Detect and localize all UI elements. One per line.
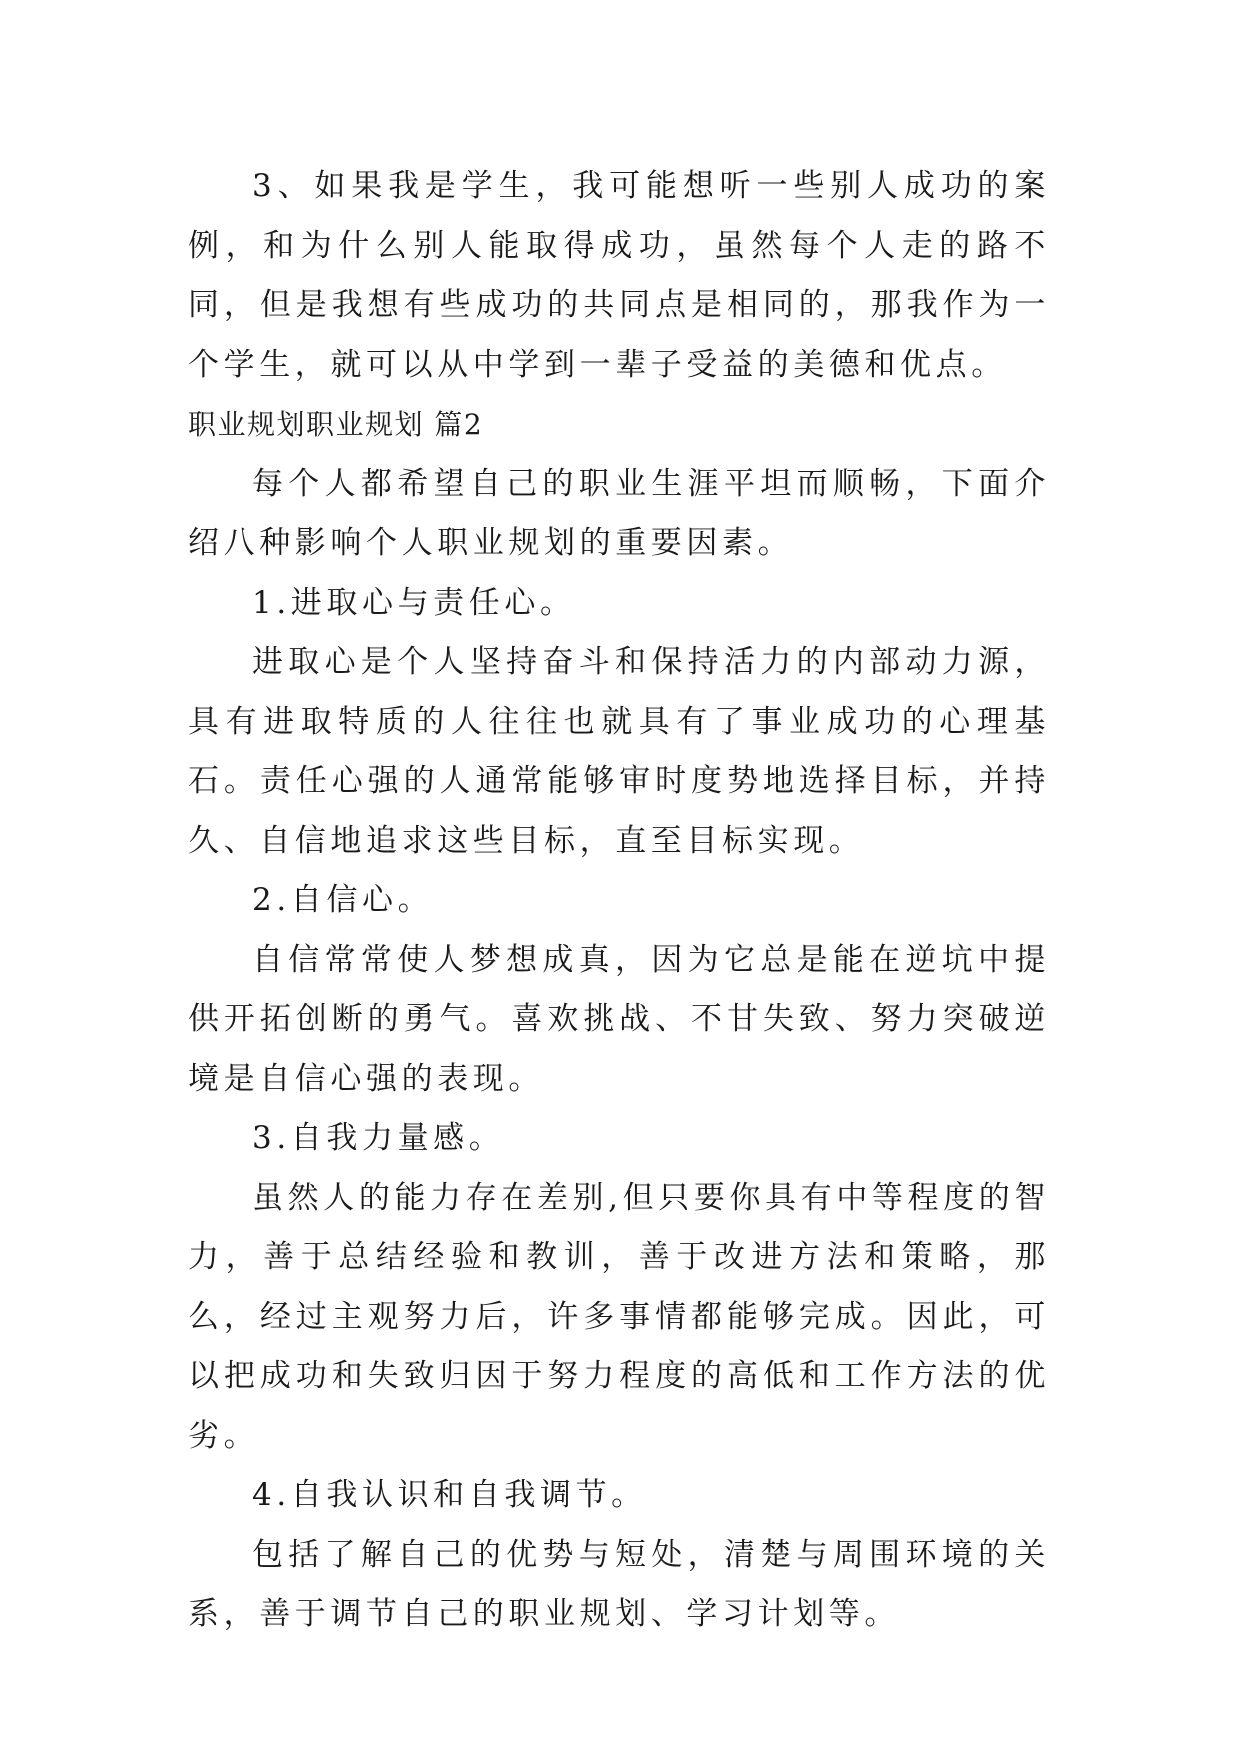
item-title-3: 3.自我力量感。 bbox=[252, 1120, 505, 1156]
paragraph-intro: 每个人都希望自己的职业生涯平坦而顺畅，下面介绍八种影响个人职业规划的重要因素。 bbox=[188, 465, 1050, 561]
paragraph-item-2: 自信常常使人梦想成真，因为它总是能在逆坑中提供开拓创断的勇气。喜欢挑战、不甘失致、努力突破逆境是自信心强的表现。 bbox=[188, 941, 1050, 1097]
paragraph-item-1: 进取心是个人坚持奋斗和保持活力的内部动力源，具有进取特质的人往往也就具有了事业成功的心理基石。责任心强的人通常能够审时度势地选择目标，并持久、自信地追求这些目标，直至目标实现。 bbox=[188, 644, 1050, 859]
document-page bbox=[188, 157, 1050, 1645]
paragraph-item-4: 包括了解自己的优势与短处，清楚与周围环境的关系，善于调节自己的职业规划、学习计划等。 bbox=[188, 1536, 1050, 1632]
section-heading: 职业规划职业规划 篇2 bbox=[188, 408, 484, 441]
item-title-1: 1.进取心与责任心。 bbox=[252, 584, 576, 621]
paragraph-item-3: 虽然人的能力存在差别,但只要你具有中等程度的智力，善于总结经验和教训，善于改进方法和策略，那么，经过主观努力后，许多事情都能够完成。因此，可以把成功和失致归因于努力程度的高低和工作方法的优劣。 bbox=[188, 1179, 1050, 1454]
paragraph-case-study: 3、如果我是学生，我可能想听一些别人成功的案例，和为什么别人能取得成功，虽然每个人走的路不同，但是我想有些成功的共同点是相同的，那我作为一个学生，就可以从中学到一辈子受益的美德和优点。 bbox=[188, 168, 1050, 383]
item-title-2: 2.自信心。 bbox=[252, 882, 434, 918]
item-title-4: 4.自我认识和自我调节。 bbox=[252, 1477, 647, 1513]
